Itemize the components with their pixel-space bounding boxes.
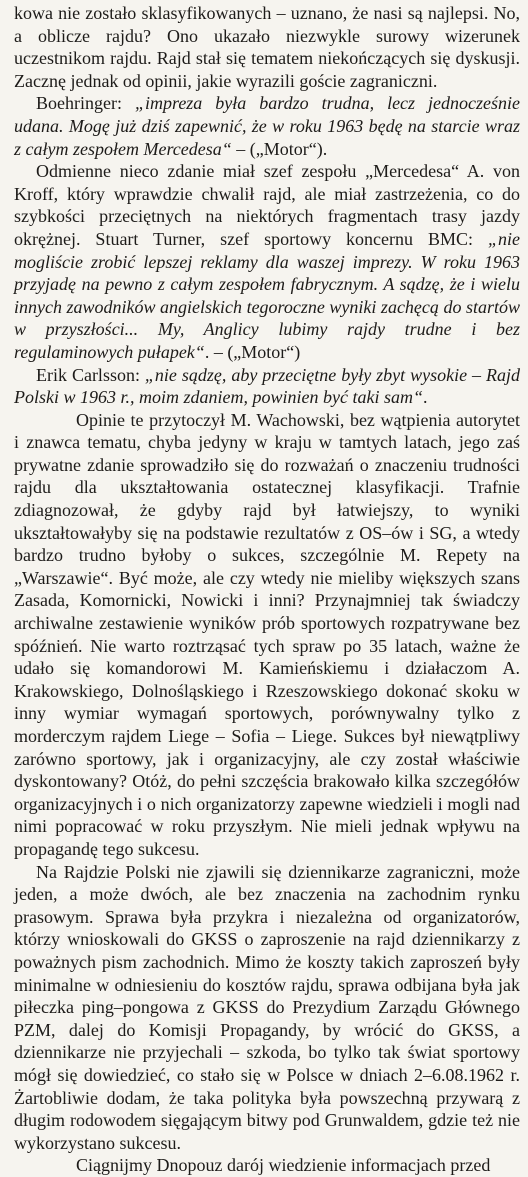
text-segment: Odmienne nieco zdanie miał szef zespołu „Mercedesa“ A. von Kroff, który wprawdzie chwalił rajd, ale miał zastrzeżenia, co do szybkości przeciętnych na niektórych fragmentach trasy jazdy okrężnej. Stuart Turner, szef sportowy koncernu BMC: <box>14 161 520 249</box>
quote-text: „nie sądzę, aby przeciętne były zbyt wysokie – Rajd Polski w 1963 r., moim zdaniem, powinien być taki sam“ <box>14 364 520 408</box>
text-segment: kowa nie zostało sklasyfikowanych – uznano, że nasi są najlepsi. No, a oblicze rajdu? Ono ukazało niezwykle surowy wizerunek uczestnikom rajdu. Rajd stał się tematem niekończących się dyskusji. Zacznę jednak od opinii, jakie wyrazili goście zagraniczni. <box>14 3 520 91</box>
quote-text: „impreza była bardzo trudna, lecz jednocześnie udana. Mogę już dziś zapewnić, że w roku 1963 będę na starcie wraz z całym zespołem Mercedesa“ <box>14 93 520 159</box>
paragraph-kroff-turner <box>14 160 520 363</box>
source-citation: – („Motor“). <box>231 138 328 159</box>
paragraph-cut-off <box>14 1154 520 1176</box>
text-segment: Ciągnijmy Dnopouz darój wiedzienie informacjach przed <box>76 1155 491 1176</box>
page-text <box>14 2 520 1176</box>
source-citation: . – („Motor“) <box>204 341 301 362</box>
paragraph-wachowski-opinion <box>14 409 520 861</box>
speaker-name: Erik Carlsson: <box>36 364 145 385</box>
paragraph-carlsson-quote <box>14 364 520 409</box>
text-segment: . <box>422 387 428 408</box>
paragraph-boehringer-quote <box>14 92 520 160</box>
speaker-name: Boehringer: <box>36 93 135 114</box>
text-segment: Na Rajdzie Polski nie zjawili się dziennikarze zagraniczni, może jeden, a może dwóch, ale bez znaczenia na zachodnim rynku prasowym. Sprawa była przykra i niezależna od organizatorów, którzy wnioskowali do GKSS o zaproszenie na rajd dziennikarzy z poważnych pism zachodnich. Mimo że koszty takich zaproszeń były minimalne w odniesieniu do kosztów rajdu, sprawa odbijana była jak piłeczka ping–pongowa z GKSS do Prezydium Zarządu Głównego PZM, dalej do Komisji Propagandy, by wrócić do GKSS, a dziennikarze nie przyjechali – szkoda, bo tylko tak świat sportowy mógł się dowiedzieć, co stało się w Polsce w dniach 2–6.08.1962 r. Żartobliwie dodam, że taka polityka była powszechną przywarą z długim rodowodem sięgającym bitwy pod Grunwaldem, gdzie też nie wykorzystano sukcesu. <box>14 861 520 1153</box>
text-segment: Opinie te przytoczył M. Wachowski, bez wątpienia autorytet i znawca tematu, chyba jedyny w kraju w tamtych latach, jego zaś prywatne zdanie sprowadziło się do rozważań o znaczeniu trudności rajdu dla ukształtowania ostatecznej klasyfikacji. Trafnie zdiagnozował, że gdyby rajd był łatwiejszy, to wyniki ukształtowałyby się na podstawie rezultatów z OS–ów i SG, a wtedy bardzo trudno byłoby o sukces, szczególnie M. Repety na „Warszawie“. Być może, ale czy wtedy nie mieliby większych szans Zasada, Komornicki, Nowicki i inni? Przynajmniej tak świadczy archiwalne zestawienie wyników prób sportowych rozpatrywane bez spóźnień. Nie warto roztrząsać tych spraw po 35 latach, ważne że udało się komandorowi M. Kamieńskiemu i działaczom A. Krakowskiego, Dolnośląskiego i Rzeszowskiego dokonać skoku w inny wymiar wymagań sportowych, porównywalny tylko z morderczym rajdem Liege – Sofia – Liege. Sukces był niewątpliwy zarówno sportowy, jak i organizacyjny, ale czy został właściwie dyskontowany? Otóż, do pełni szczęścia brakowało kilka szczegółów organizacyjnych i o nich organizatorzy zapewne wiedzieli i mogli nad nimi popracować w roku przyszłym. Nie mieli jednak wpływu na propagandę tego sukcesu. <box>14 409 520 859</box>
paragraph-continuation <box>14 2 520 92</box>
quote-text: „nie mogliście zrobić lepszej reklamy dla waszej imprezy. W roku 1963 przyjadę na pewno z całym zespołem fabrycznym. A sądzę, że i wielu innych zawodników angielskich tegoroczne wyniki zachęcą do startów w przyszłości... My, Anglicy lubimy rajdy trudne i bez regulaminowych pułapek“ <box>14 228 520 362</box>
paragraph-foreign-journalists <box>14 861 520 1155</box>
